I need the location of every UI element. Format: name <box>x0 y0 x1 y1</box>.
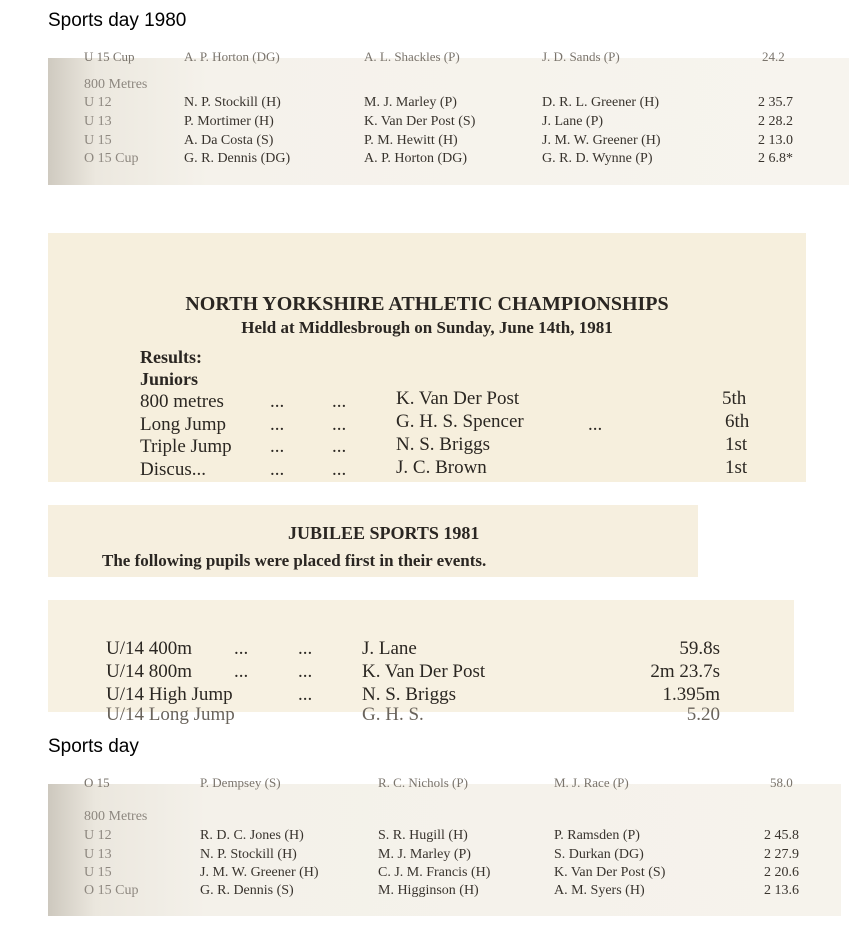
place-cell: 1st <box>725 434 748 455</box>
leader-dots: ... <box>270 414 285 435</box>
leader-dots: ... <box>234 638 249 659</box>
event-label: 800 Metres <box>84 809 148 824</box>
name-cell: J. Lane <box>362 638 417 659</box>
third-cell: P. Ramsden (P) <box>554 828 640 843</box>
age-cell: U 12 <box>84 95 112 110</box>
scan-clip-u14-results <box>48 600 794 725</box>
event-label: 800 Metres <box>84 77 148 92</box>
third-cell: G. R. D. Wynne (P) <box>542 151 653 166</box>
leader-dots: ... <box>298 684 313 705</box>
time-cell: 2 45.8 <box>764 828 799 843</box>
event-cell: U/14 400m <box>106 638 193 659</box>
age-cell: O 15 Cup <box>84 883 139 898</box>
cut-cell: U 15 Cup <box>84 49 135 64</box>
time-cell: 2 6.8* <box>758 151 793 166</box>
time-cell: 2 13.0 <box>758 133 793 148</box>
cut-cell: 24.2 <box>762 49 785 64</box>
name-cell: J. C. Brown <box>396 457 487 478</box>
event-cell: Discus... <box>140 459 206 480</box>
place-cell: 1st <box>725 457 748 478</box>
cut-cell: M. J. Race (P) <box>554 775 629 790</box>
second-cell: K. Van Der Post (S) <box>364 114 476 129</box>
time-cell: 2 13.6 <box>764 883 799 898</box>
first-cell: P. Mortimer (H) <box>184 114 274 129</box>
leader-dots: ... <box>332 436 347 457</box>
first-cell: G. R. Dennis (S) <box>200 883 294 898</box>
championship-title: NORTH YORKSHIRE ATHLETIC CHAMPIONSHIPS <box>185 293 669 315</box>
leader-dots: ... <box>270 436 285 457</box>
first-cell: G. R. Dennis (DG) <box>184 151 291 166</box>
cut-cell: 5.20 <box>686 704 720 725</box>
leader-dots: ... <box>332 414 347 435</box>
result-cell: 59.8s <box>679 638 720 659</box>
leader-dots: ... <box>270 459 285 480</box>
second-cell: M. Higginson (H) <box>378 883 479 898</box>
time-cell: 2 20.6 <box>764 865 799 880</box>
cut-cell: U/14 Long Jump <box>106 704 235 725</box>
name-cell: N. S. Briggs <box>362 684 456 705</box>
first-cell: R. D. C. Jones (H) <box>200 828 304 843</box>
championship-subtitle: Held at Middlesbrough on Sunday, June 14th, 1981 <box>241 318 613 337</box>
name-cell: K. Van Der Post <box>396 388 520 409</box>
cut-cell: G. H. S. <box>362 704 424 725</box>
cut-cell: A. L. Shackles (P) <box>364 49 460 64</box>
cut-cell: R. C. Nichols (P) <box>378 775 468 790</box>
heading-sports-day: Sports day <box>48 736 139 757</box>
time-cell: 2 35.7 <box>758 95 793 110</box>
second-cell: M. J. Marley (P) <box>378 847 471 862</box>
second-cell: C. J. M. Francis (H) <box>378 865 491 880</box>
heading-sports-day-1980: Sports day 1980 <box>48 10 187 31</box>
scan-clip-sports-day-800m <box>48 775 841 916</box>
third-cell: K. Van Der Post (S) <box>554 865 666 880</box>
third-cell: S. Durkan (DG) <box>554 847 644 862</box>
first-cell: J. M. W. Greener (H) <box>200 865 319 880</box>
leader-dots: ... <box>298 661 313 682</box>
scan-clip-north-yorkshire <box>48 233 806 482</box>
result-cell: 1.395m <box>662 684 720 705</box>
cut-cell: O 15 <box>84 775 110 790</box>
first-cell: A. Da Costa (S) <box>184 133 274 148</box>
event-cell: Long Jump <box>140 414 227 435</box>
result-cell: 2m 23.7s <box>650 661 720 682</box>
leader-dots: ... <box>332 391 347 412</box>
third-cell: J. M. W. Greener (H) <box>542 133 661 148</box>
results-label: Results: <box>140 347 202 367</box>
event-cell: U/14 800m <box>106 661 193 682</box>
juniors-label: Juniors <box>140 369 199 389</box>
scan-clip-jubilee <box>48 505 698 577</box>
second-cell: M. J. Marley (P) <box>364 95 457 110</box>
cut-cell: 58.0 <box>770 775 793 790</box>
age-cell: U 15 <box>84 865 112 880</box>
third-cell: J. Lane (P) <box>542 114 604 129</box>
age-cell: U 15 <box>84 133 112 148</box>
cut-cell: A. P. Horton (DG) <box>184 49 280 64</box>
leader-dots: ... <box>588 414 603 435</box>
leader-dots: ... <box>270 391 285 412</box>
event-cell: Triple Jump <box>140 436 232 457</box>
name-cell: N. S. Briggs <box>396 434 490 455</box>
second-cell: A. P. Horton (DG) <box>364 151 468 166</box>
leader-dots: ... <box>332 459 347 480</box>
name-cell: G. H. S. Spencer <box>396 411 524 432</box>
place-cell: 6th <box>725 411 750 432</box>
first-cell: N. P. Stockill (H) <box>184 95 281 110</box>
age-cell: U 13 <box>84 114 112 129</box>
first-cell: N. P. Stockill (H) <box>200 847 297 862</box>
age-cell: U 13 <box>84 847 112 862</box>
time-cell: 2 27.9 <box>764 847 799 862</box>
second-cell: S. R. Hugill (H) <box>378 828 468 843</box>
place-cell: 5th <box>722 388 747 409</box>
jubilee-title: JUBILEE SPORTS 1981 <box>288 523 480 543</box>
age-cell: O 15 Cup <box>84 151 139 166</box>
time-cell: 2 28.2 <box>758 114 793 129</box>
third-cell: D. R. L. Greener (H) <box>542 95 660 110</box>
age-cell: U 12 <box>84 828 112 843</box>
second-cell: P. M. Hewitt (H) <box>364 133 458 148</box>
leader-dots: ... <box>298 638 313 659</box>
scan-clip-1980-800m <box>48 49 849 185</box>
third-cell: A. M. Syers (H) <box>554 883 645 898</box>
cut-cell: J. D. Sands (P) <box>542 49 620 64</box>
leader-dots: ... <box>234 661 249 682</box>
name-cell: K. Van Der Post <box>362 661 486 682</box>
jubilee-subtitle: The following pupils were placed first in their events. <box>102 551 487 570</box>
cut-cell: P. Dempsey (S) <box>200 775 281 790</box>
event-cell: 800 metres <box>140 391 224 412</box>
event-cell: U/14 High Jump <box>106 684 233 705</box>
